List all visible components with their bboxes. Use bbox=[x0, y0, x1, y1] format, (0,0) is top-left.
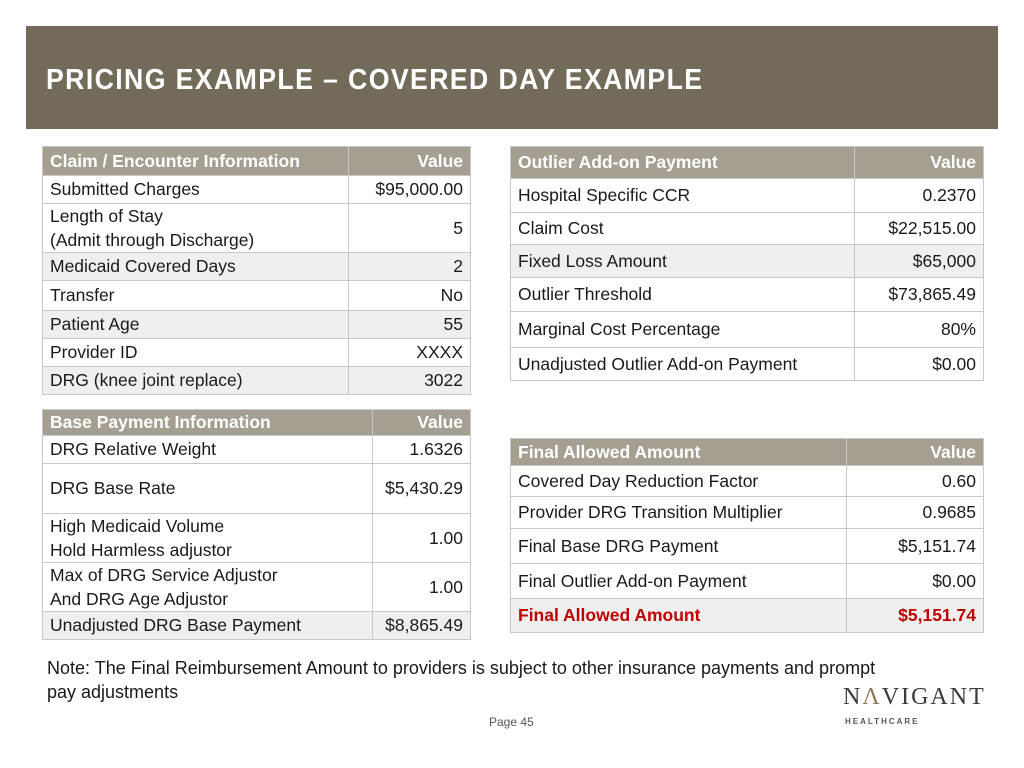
row-label-line2: Hold Harmless adjustor bbox=[50, 540, 232, 560]
row-value: $5,430.29 bbox=[373, 464, 471, 514]
row-label: Unadjusted DRG Base Payment bbox=[43, 612, 373, 640]
row-label: Final Base DRG Payment bbox=[511, 529, 847, 564]
column-header-label: Claim / Encounter Information bbox=[43, 147, 349, 176]
row-value: $22,515.00 bbox=[855, 213, 984, 245]
table-row bbox=[43, 563, 471, 612]
table-row bbox=[43, 339, 471, 367]
row-label: Final Allowed Amount bbox=[511, 599, 847, 633]
row-label: Transfer bbox=[43, 281, 349, 311]
table-row bbox=[43, 436, 471, 464]
row-label: Submitted Charges bbox=[43, 176, 349, 204]
column-header-value: Value bbox=[349, 147, 471, 176]
table-header-row bbox=[511, 439, 984, 466]
row-value: $5,151.74 bbox=[847, 529, 984, 564]
page-title: PRICING EXAMPLE – COVERED DAY EXAMPLE bbox=[46, 64, 704, 96]
row-value: 1.00 bbox=[373, 514, 471, 563]
table-header-row bbox=[43, 147, 471, 176]
table-row bbox=[43, 514, 471, 563]
final-allowed-row bbox=[511, 599, 984, 633]
row-value: 0.9685 bbox=[847, 497, 984, 529]
table-header-row bbox=[511, 147, 984, 179]
row-value: $65,000 bbox=[855, 245, 984, 278]
column-header-label: Base Payment Information bbox=[43, 410, 373, 436]
logo-subtitle: HEALTHCARE bbox=[845, 717, 920, 726]
row-value: $95,000.00 bbox=[349, 176, 471, 204]
column-header-value: Value bbox=[373, 410, 471, 436]
row-value: 0.2370 bbox=[855, 179, 984, 213]
row-value: $0.00 bbox=[847, 564, 984, 599]
row-value: $0.00 bbox=[855, 348, 984, 381]
column-header-value: Value bbox=[855, 147, 984, 179]
row-value: $5,151.74 bbox=[847, 599, 984, 633]
table-row bbox=[43, 367, 471, 395]
page-number: Page 45 bbox=[489, 715, 534, 729]
table-row bbox=[43, 281, 471, 311]
table-row bbox=[43, 176, 471, 204]
row-value: 80% bbox=[855, 312, 984, 348]
row-value: 5 bbox=[349, 204, 471, 253]
row-label: Final Outlier Add-on Payment bbox=[511, 564, 847, 599]
row-label-line1: Max of DRG Service Adjustor bbox=[50, 565, 278, 585]
outlier-addon-table bbox=[510, 146, 984, 381]
table-row bbox=[511, 466, 984, 497]
table-row bbox=[511, 245, 984, 278]
row-label: Hospital Specific CCR bbox=[511, 179, 855, 213]
row-value: $8,865.49 bbox=[373, 612, 471, 640]
row-value: 1.6326 bbox=[373, 436, 471, 464]
table-row bbox=[43, 311, 471, 339]
row-value: 1.00 bbox=[373, 563, 471, 612]
row-label-line2: And DRG Age Adjustor bbox=[50, 589, 229, 609]
table-row bbox=[43, 464, 471, 514]
base-payment-table bbox=[42, 409, 471, 640]
row-label: DRG Base Rate bbox=[43, 464, 373, 514]
table-row bbox=[43, 612, 471, 640]
row-label: Fixed Loss Amount bbox=[511, 245, 855, 278]
row-value: 3022 bbox=[349, 367, 471, 395]
row-label: Medicaid Covered Days bbox=[43, 253, 349, 281]
row-label bbox=[43, 514, 373, 563]
table-row bbox=[511, 213, 984, 245]
table-header-row bbox=[43, 410, 471, 436]
final-allowed-table bbox=[510, 438, 984, 633]
column-header-label: Final Allowed Amount bbox=[511, 439, 847, 466]
row-label: Covered Day Reduction Factor bbox=[511, 466, 847, 497]
row-label bbox=[43, 563, 373, 612]
row-value: 0.60 bbox=[847, 466, 984, 497]
table-row bbox=[511, 497, 984, 529]
row-value: No bbox=[349, 281, 471, 311]
table-row bbox=[511, 529, 984, 564]
table-row bbox=[511, 312, 984, 348]
column-header-label: Outlier Add-on Payment bbox=[511, 147, 855, 179]
table-row bbox=[43, 204, 471, 253]
row-label: DRG (knee joint replace) bbox=[43, 367, 349, 395]
row-label: Provider DRG Transition Multiplier bbox=[511, 497, 847, 529]
row-value: 2 bbox=[349, 253, 471, 281]
table-row bbox=[511, 348, 984, 381]
row-label: DRG Relative Weight bbox=[43, 436, 373, 464]
row-label: Provider ID bbox=[43, 339, 349, 367]
row-label-line1: Length of Stay bbox=[50, 206, 163, 226]
table-row bbox=[43, 253, 471, 281]
row-label: Marginal Cost Percentage bbox=[511, 312, 855, 348]
navigant-logo bbox=[843, 684, 986, 730]
row-value: $73,865.49 bbox=[855, 278, 984, 312]
row-value: 55 bbox=[349, 311, 471, 339]
row-label bbox=[43, 204, 349, 253]
column-header-value: Value bbox=[847, 439, 984, 466]
claim-encounter-table bbox=[42, 146, 471, 395]
row-label: Patient Age bbox=[43, 311, 349, 339]
reimbursement-note: Note: The Final Reimbursement Amount to providers is subject to other insurance payments and prompt pay adjustments bbox=[47, 658, 876, 702]
row-label: Outlier Threshold bbox=[511, 278, 855, 312]
logo-wordmark: NΛVIGANT bbox=[843, 684, 986, 710]
row-value: XXXX bbox=[349, 339, 471, 367]
table-row bbox=[511, 564, 984, 599]
row-label: Claim Cost bbox=[511, 213, 855, 245]
table-row bbox=[511, 278, 984, 312]
row-label: Unadjusted Outlier Add-on Payment bbox=[511, 348, 855, 381]
row-label-line2: (Admit through Discharge) bbox=[50, 230, 255, 250]
title-bar bbox=[26, 26, 998, 129]
table-row bbox=[511, 179, 984, 213]
row-label-line1: High Medicaid Volume bbox=[50, 516, 225, 536]
